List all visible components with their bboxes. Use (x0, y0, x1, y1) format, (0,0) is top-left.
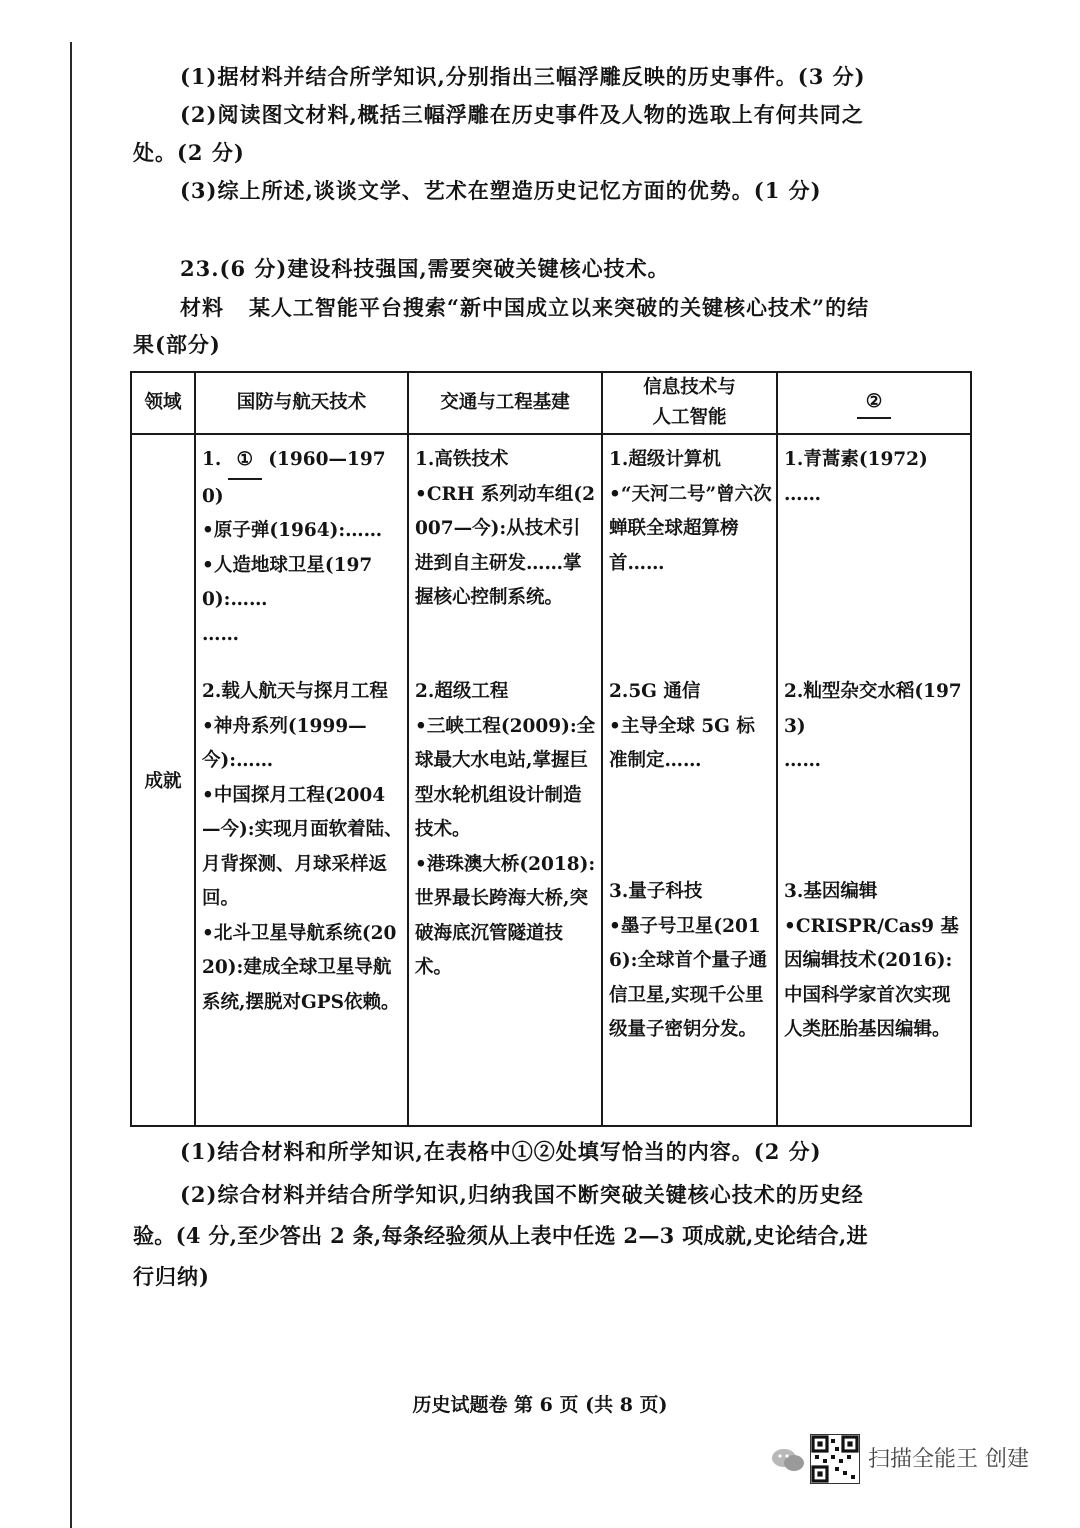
list-item: 3.基因编辑 (784, 881, 878, 902)
header-defense: 国防与航天技术 (195, 372, 408, 434)
list-item: 1.高铁技术 (415, 449, 509, 470)
blank-1: ① (228, 443, 262, 480)
list-item: 2.5G 通信 (609, 681, 701, 702)
list-item: •主导全球 5G 标准制定…… (609, 715, 755, 771)
list-item: •墨子号卫星(2016):全球首个量子通信卫星,实现千公里级量子密钥分发。 (609, 915, 767, 1040)
header-it-ai (602, 372, 777, 434)
wechat-icon (770, 1446, 806, 1474)
list-item: …… (784, 483, 821, 505)
q23-stem: 23.(6 分)建设科技强国,需要突破关键核心技术。 (180, 256, 670, 281)
cell-it-ai (602, 434, 777, 1126)
list-item: •中国探月工程(2004—今):实现月面软着陆、月背探测、月球采样返回。 (202, 784, 403, 909)
q23-sub2-line2: 验。(4 分,至少答出 2 条,每条经验须从上表中任选 2—3 项成就,史论结合,进 (133, 1223, 868, 1248)
q22-sub1: (1)据材料并结合所学知识,分别指出三幅浮雕反映的历史事件。(3 分) (180, 64, 866, 89)
q23-material-line2: 果(部分) (133, 332, 221, 357)
list-item: •北斗卫星导航系统(2020):建成全球卫星导航系统,摆脱对GPS依赖。 (202, 922, 400, 1013)
binding-margin-line (70, 42, 72, 1528)
list-item: …… (202, 623, 239, 645)
scanner-watermark (770, 1428, 1060, 1488)
q22-sub2-line1: (2)阅读图文材料,概括三幅浮雕在历史事件及人物的选取上有何共同之 (180, 102, 864, 127)
page-footer: 历史试题卷 第 6 页 (共 8 页) (412, 1394, 668, 1416)
achievements-table (130, 371, 972, 1127)
q23-sub1: (1)结合材料和所学知识,在表格中①②处填写恰当的内容。(2 分) (180, 1139, 822, 1164)
list-item: 2.籼型杂交水稻(1973) (784, 681, 962, 737)
cell-transport (408, 434, 602, 1126)
cell-defense (195, 434, 408, 1126)
transport-block-1 (415, 443, 597, 616)
list-item: 1.青蒿素(1972) (784, 449, 928, 470)
defense-item-1-title (202, 443, 403, 514)
field2-block-2 (784, 675, 966, 779)
list-item: …… (784, 750, 821, 771)
list-item: •“天河二号”曾六次蝉联全球超算榜首…… (609, 483, 772, 574)
transport-block-2 (415, 675, 597, 986)
list-item: •CRH 系列动车组(2007—今):从技术引进到自主研发……掌握核心控制系统。 (415, 483, 595, 608)
list-item: •原子弹(1964):…… (202, 520, 383, 541)
it-block-1 (609, 443, 772, 581)
q22-sub3: (3)综上所述,谈谈文学、艺术在塑造历史记忆方面的优势。(1 分) (180, 178, 822, 203)
list-item: •CRISPR/Cas9 基因编辑技术(2016):中国科学家首次实现人类胚胎基因编辑。 (784, 915, 959, 1040)
list-item: 3.量子科技 (609, 881, 703, 902)
field2-block-3 (784, 875, 966, 1048)
list-item: 1.超级计算机 (609, 449, 721, 470)
list-item: 2.载人航天与探月工程 (202, 681, 388, 702)
blank-2: ② (857, 387, 891, 419)
field2-block-1 (784, 443, 966, 512)
table-header-row (131, 372, 971, 434)
item-years: (1960—1970) (202, 449, 386, 507)
item-number: 1. (202, 449, 222, 470)
defense-block-1 (202, 443, 403, 652)
row-label-achievements: 成就 (131, 434, 195, 1126)
cell-blank-field (777, 434, 971, 1126)
list-item: •人造地球卫星(1970):…… (202, 554, 373, 610)
material-text: 某人工智能平台搜索“新中国成立以来突破的关键核心技术”的结 (248, 295, 870, 320)
it-block-3 (609, 875, 772, 1048)
q22-sub2-line2: 处。(2 分) (133, 140, 245, 165)
q23-sub2-line1: (2)综合材料并结合所学知识,归纳我国不断突破关键核心技术的历史经 (180, 1182, 864, 1207)
qr-code-icon (810, 1434, 860, 1484)
material-label: 材料 (180, 295, 224, 320)
list-item: •港珠澳大桥(2018):世界最长跨海大桥,突破海底沉管隧道技术。 (415, 853, 596, 978)
it-block-2 (609, 675, 772, 779)
list-item: 2.超级工程 (415, 681, 509, 702)
header-field-label: 领域 (131, 372, 195, 434)
header-it-line2: 人工智能 (652, 407, 727, 428)
list-item: •三峡工程(2009):全球最大水电站,掌握巨型水轮机组设计制造技术。 (415, 715, 596, 840)
header-it-line1: 信息技术与 (643, 377, 736, 398)
watermark-text: 扫描全能王 创建 (868, 1447, 1029, 1472)
defense-block-2 (202, 675, 403, 1020)
header-blank-2 (777, 372, 971, 434)
q23-sub2-line3: 行归纳) (133, 1264, 210, 1289)
table-achievements-row (131, 434, 971, 1126)
q23-material-line1 (180, 291, 869, 325)
header-transport: 交通与工程基建 (408, 372, 602, 434)
list-item: •神舟系列(1999—今):…… (202, 715, 367, 771)
